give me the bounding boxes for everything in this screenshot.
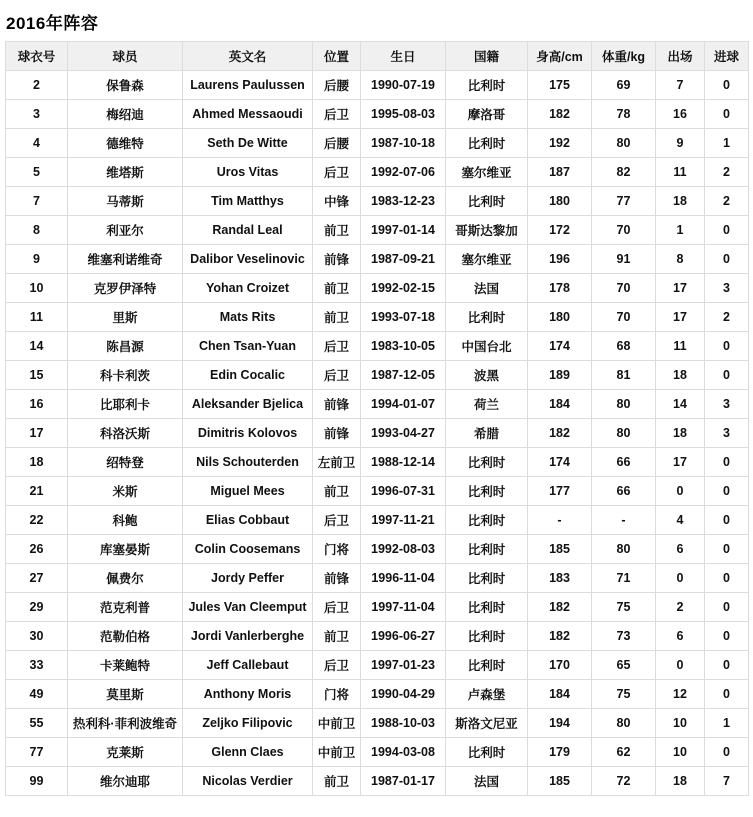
cell-jersey: 18: [6, 448, 68, 477]
cell-position: 中前卫: [313, 709, 361, 738]
cell-nationality: 比利时: [446, 651, 528, 680]
cell-nationality: 比利时: [446, 129, 528, 158]
cell-goals: 0: [705, 332, 749, 361]
cell-weight: 80: [592, 419, 656, 448]
cell-weight: 72: [592, 767, 656, 796]
cell-player: 米斯: [68, 477, 183, 506]
cell-nationality: 比利时: [446, 303, 528, 332]
cell-player: 马蒂斯: [68, 187, 183, 216]
cell-name_en: Dalibor Veselinovic: [183, 245, 313, 274]
table-row: [6, 709, 749, 738]
cell-jersey: 99: [6, 767, 68, 796]
cell-height: 192: [528, 129, 592, 158]
cell-height: 182: [528, 622, 592, 651]
cell-jersey: 7: [6, 187, 68, 216]
cell-appearances: 17: [656, 274, 705, 303]
cell-height: 177: [528, 477, 592, 506]
cell-position: 后卫: [313, 651, 361, 680]
cell-nationality: 比利时: [446, 738, 528, 767]
cell-weight: 80: [592, 390, 656, 419]
cell-height: 183: [528, 564, 592, 593]
cell-appearances: 17: [656, 448, 705, 477]
cell-position: 中前卫: [313, 738, 361, 767]
cell-position: 前卫: [313, 303, 361, 332]
table-header: [6, 42, 749, 71]
cell-weight: -: [592, 506, 656, 535]
cell-appearances: 18: [656, 361, 705, 390]
cell-birthday: 1993-07-18: [361, 303, 446, 332]
column-header-nationality: 国籍: [446, 42, 528, 71]
cell-player: 陈昌源: [68, 332, 183, 361]
cell-position: 前锋: [313, 419, 361, 448]
cell-height: 196: [528, 245, 592, 274]
cell-goals: 2: [705, 158, 749, 187]
cell-jersey: 9: [6, 245, 68, 274]
cell-name_en: Dimitris Kolovos: [183, 419, 313, 448]
cell-nationality: 法国: [446, 274, 528, 303]
header-row: [6, 42, 749, 71]
cell-position: 后卫: [313, 506, 361, 535]
cell-name_en: Tim Matthys: [183, 187, 313, 216]
cell-goals: 0: [705, 593, 749, 622]
cell-name_en: Zeljko Filipovic: [183, 709, 313, 738]
cell-name_en: Randal Leal: [183, 216, 313, 245]
cell-jersey: 2: [6, 71, 68, 100]
cell-jersey: 17: [6, 419, 68, 448]
cell-nationality: 摩洛哥: [446, 100, 528, 129]
cell-position: 前卫: [313, 622, 361, 651]
table-row: [6, 245, 749, 274]
cell-player: 德维特: [68, 129, 183, 158]
cell-height: 174: [528, 448, 592, 477]
cell-birthday: 1997-11-04: [361, 593, 446, 622]
cell-weight: 91: [592, 245, 656, 274]
cell-position: 前卫: [313, 767, 361, 796]
cell-name_en: Chen Tsan-Yuan: [183, 332, 313, 361]
table-row: [6, 100, 749, 129]
cell-name_en: Jordi Vanlerberghe: [183, 622, 313, 651]
cell-birthday: 1996-11-04: [361, 564, 446, 593]
cell-player: 保鲁森: [68, 71, 183, 100]
cell-appearances: 7: [656, 71, 705, 100]
cell-nationality: 卢森堡: [446, 680, 528, 709]
cell-player: 范克利普: [68, 593, 183, 622]
cell-name_en: Aleksander Bjelica: [183, 390, 313, 419]
cell-goals: 7: [705, 767, 749, 796]
cell-birthday: 1997-01-14: [361, 216, 446, 245]
cell-weight: 73: [592, 622, 656, 651]
table-row: [6, 448, 749, 477]
cell-goals: 0: [705, 506, 749, 535]
cell-position: 前卫: [313, 216, 361, 245]
table-row: [6, 419, 749, 448]
cell-height: 182: [528, 100, 592, 129]
cell-weight: 71: [592, 564, 656, 593]
cell-height: 182: [528, 593, 592, 622]
cell-weight: 80: [592, 709, 656, 738]
cell-height: -: [528, 506, 592, 535]
cell-player: 库塞晏斯: [68, 535, 183, 564]
cell-nationality: 比利时: [446, 477, 528, 506]
cell-position: 后卫: [313, 593, 361, 622]
cell-player: 梅绍迪: [68, 100, 183, 129]
cell-height: 189: [528, 361, 592, 390]
cell-position: 前锋: [313, 390, 361, 419]
column-header-weight: 体重/kg: [592, 42, 656, 71]
table-row: [6, 564, 749, 593]
cell-player: 热利科·菲利波维奇: [68, 709, 183, 738]
cell-appearances: 0: [656, 651, 705, 680]
cell-position: 后腰: [313, 129, 361, 158]
column-header-goals: 进球: [705, 42, 749, 71]
cell-height: 180: [528, 303, 592, 332]
page-title: 2016年阵容: [6, 14, 99, 33]
cell-birthday: 1996-06-27: [361, 622, 446, 651]
cell-appearances: 6: [656, 622, 705, 651]
table-row: [6, 535, 749, 564]
cell-nationality: 比利时: [446, 506, 528, 535]
column-header-height: 身高/cm: [528, 42, 592, 71]
cell-position: 后腰: [313, 71, 361, 100]
squad-table: [5, 41, 749, 796]
cell-goals: 0: [705, 535, 749, 564]
cell-weight: 80: [592, 535, 656, 564]
cell-jersey: 30: [6, 622, 68, 651]
cell-weight: 62: [592, 738, 656, 767]
cell-height: 174: [528, 332, 592, 361]
cell-birthday: 1996-07-31: [361, 477, 446, 506]
cell-position: 后卫: [313, 158, 361, 187]
cell-weight: 75: [592, 680, 656, 709]
cell-appearances: 11: [656, 158, 705, 187]
cell-name_en: Colin Coosemans: [183, 535, 313, 564]
cell-nationality: 比利时: [446, 622, 528, 651]
table-row: [6, 622, 749, 651]
cell-player: 维尔迪耶: [68, 767, 183, 796]
cell-nationality: 比利时: [446, 564, 528, 593]
cell-nationality: 希腊: [446, 419, 528, 448]
cell-jersey: 16: [6, 390, 68, 419]
cell-height: 194: [528, 709, 592, 738]
cell-position: 门将: [313, 680, 361, 709]
cell-appearances: 1: [656, 216, 705, 245]
cell-position: 前锋: [313, 564, 361, 593]
column-header-appearances: 出场: [656, 42, 705, 71]
cell-appearances: 6: [656, 535, 705, 564]
cell-weight: 78: [592, 100, 656, 129]
cell-nationality: 比利时: [446, 71, 528, 100]
cell-goals: 0: [705, 245, 749, 274]
cell-nationality: 比利时: [446, 535, 528, 564]
cell-birthday: 1983-10-05: [361, 332, 446, 361]
table-row: [6, 274, 749, 303]
cell-weight: 68: [592, 332, 656, 361]
column-header-position: 位置: [313, 42, 361, 71]
cell-name_en: Elias Cobbaut: [183, 506, 313, 535]
cell-player: 莫里斯: [68, 680, 183, 709]
cell-birthday: 1990-04-29: [361, 680, 446, 709]
cell-position: 后卫: [313, 361, 361, 390]
cell-appearances: 14: [656, 390, 705, 419]
cell-name_en: Glenn Claes: [183, 738, 313, 767]
cell-jersey: 5: [6, 158, 68, 187]
cell-goals: 0: [705, 738, 749, 767]
cell-nationality: 比利时: [446, 593, 528, 622]
cell-name_en: Laurens Paulussen: [183, 71, 313, 100]
cell-player: 绍特登: [68, 448, 183, 477]
cell-goals: 0: [705, 361, 749, 390]
cell-player: 科卡利茨: [68, 361, 183, 390]
cell-weight: 70: [592, 274, 656, 303]
cell-name_en: Nils Schouterden: [183, 448, 313, 477]
squad-table-body: [6, 71, 749, 796]
cell-appearances: 4: [656, 506, 705, 535]
cell-position: 前锋: [313, 245, 361, 274]
cell-height: 185: [528, 535, 592, 564]
cell-nationality: 荷兰: [446, 390, 528, 419]
cell-nationality: 塞尔维亚: [446, 158, 528, 187]
table-row: [6, 361, 749, 390]
column-header-player: 球员: [68, 42, 183, 71]
cell-player: 范勒伯格: [68, 622, 183, 651]
cell-jersey: 49: [6, 680, 68, 709]
cell-goals: 3: [705, 390, 749, 419]
cell-nationality: 斯洛文尼亚: [446, 709, 528, 738]
cell-name_en: Anthony Moris: [183, 680, 313, 709]
cell-player: 比耶利卡: [68, 390, 183, 419]
cell-name_en: Yohan Croizet: [183, 274, 313, 303]
table-row: [6, 187, 749, 216]
cell-weight: 70: [592, 303, 656, 332]
cell-goals: 2: [705, 303, 749, 332]
cell-height: 179: [528, 738, 592, 767]
table-row: [6, 71, 749, 100]
cell-birthday: 1987-09-21: [361, 245, 446, 274]
cell-weight: 80: [592, 129, 656, 158]
cell-player: 里斯: [68, 303, 183, 332]
cell-birthday: 1988-10-03: [361, 709, 446, 738]
cell-jersey: 11: [6, 303, 68, 332]
cell-weight: 66: [592, 477, 656, 506]
cell-birthday: 1987-12-05: [361, 361, 446, 390]
cell-goals: 3: [705, 419, 749, 448]
cell-goals: 0: [705, 448, 749, 477]
cell-height: 184: [528, 390, 592, 419]
cell-jersey: 26: [6, 535, 68, 564]
cell-goals: 0: [705, 622, 749, 651]
cell-nationality: 波黑: [446, 361, 528, 390]
cell-name_en: Uros Vitas: [183, 158, 313, 187]
cell-jersey: 8: [6, 216, 68, 245]
cell-goals: 0: [705, 564, 749, 593]
cell-name_en: Seth De Witte: [183, 129, 313, 158]
cell-goals: 0: [705, 216, 749, 245]
cell-height: 182: [528, 419, 592, 448]
cell-birthday: 1987-01-17: [361, 767, 446, 796]
table-row: [6, 767, 749, 796]
cell-player: 佩费尔: [68, 564, 183, 593]
cell-weight: 65: [592, 651, 656, 680]
cell-goals: 0: [705, 100, 749, 129]
cell-jersey: 21: [6, 477, 68, 506]
cell-nationality: 中国台北: [446, 332, 528, 361]
table-row: [6, 738, 749, 767]
cell-goals: 0: [705, 71, 749, 100]
cell-birthday: 1983-12-23: [361, 187, 446, 216]
cell-jersey: 29: [6, 593, 68, 622]
cell-jersey: 77: [6, 738, 68, 767]
cell-height: 170: [528, 651, 592, 680]
cell-appearances: 16: [656, 100, 705, 129]
cell-birthday: 1997-01-23: [361, 651, 446, 680]
cell-birthday: 1987-10-18: [361, 129, 446, 158]
cell-appearances: 9: [656, 129, 705, 158]
cell-appearances: 10: [656, 709, 705, 738]
cell-birthday: 1993-04-27: [361, 419, 446, 448]
cell-birthday: 1995-08-03: [361, 100, 446, 129]
cell-height: 175: [528, 71, 592, 100]
table-row: [6, 477, 749, 506]
cell-appearances: 18: [656, 187, 705, 216]
cell-goals: 3: [705, 274, 749, 303]
cell-goals: 0: [705, 651, 749, 680]
cell-jersey: 14: [6, 332, 68, 361]
cell-jersey: 33: [6, 651, 68, 680]
cell-height: 180: [528, 187, 592, 216]
cell-weight: 77: [592, 187, 656, 216]
cell-name_en: Ahmed Messaoudi: [183, 100, 313, 129]
cell-jersey: 55: [6, 709, 68, 738]
cell-height: 178: [528, 274, 592, 303]
table-row: [6, 332, 749, 361]
cell-player: 卡莱鲍特: [68, 651, 183, 680]
cell-jersey: 15: [6, 361, 68, 390]
cell-name_en: Nicolas Verdier: [183, 767, 313, 796]
cell-birthday: 1994-01-07: [361, 390, 446, 419]
cell-nationality: 比利时: [446, 187, 528, 216]
table-row: [6, 593, 749, 622]
cell-goals: 1: [705, 129, 749, 158]
table-row: [6, 390, 749, 419]
cell-birthday: 1992-07-06: [361, 158, 446, 187]
cell-height: 172: [528, 216, 592, 245]
cell-nationality: 比利时: [446, 448, 528, 477]
cell-position: 门将: [313, 535, 361, 564]
cell-name_en: Miguel Mees: [183, 477, 313, 506]
table-row: [6, 651, 749, 680]
cell-appearances: 0: [656, 477, 705, 506]
table-row: [6, 216, 749, 245]
cell-position: 中锋: [313, 187, 361, 216]
cell-weight: 70: [592, 216, 656, 245]
cell-weight: 69: [592, 71, 656, 100]
cell-appearances: 18: [656, 767, 705, 796]
cell-appearances: 0: [656, 564, 705, 593]
cell-goals: 0: [705, 477, 749, 506]
cell-name_en: Jeff Callebaut: [183, 651, 313, 680]
cell-player: 利亚尔: [68, 216, 183, 245]
cell-jersey: 3: [6, 100, 68, 129]
table-row: [6, 303, 749, 332]
cell-jersey: 27: [6, 564, 68, 593]
column-header-name-en: 英文名: [183, 42, 313, 71]
column-header-jersey: 球衣号: [6, 42, 68, 71]
cell-name_en: Jordy Peffer: [183, 564, 313, 593]
cell-appearances: 12: [656, 680, 705, 709]
cell-nationality: 塞尔维亚: [446, 245, 528, 274]
cell-weight: 75: [592, 593, 656, 622]
cell-birthday: 1988-12-14: [361, 448, 446, 477]
cell-weight: 82: [592, 158, 656, 187]
cell-position: 前卫: [313, 477, 361, 506]
cell-birthday: 1994-03-08: [361, 738, 446, 767]
cell-player: 科鲍: [68, 506, 183, 535]
cell-height: 185: [528, 767, 592, 796]
cell-nationality: 法国: [446, 767, 528, 796]
cell-weight: 81: [592, 361, 656, 390]
cell-player: 克莱斯: [68, 738, 183, 767]
table-row: [6, 158, 749, 187]
cell-appearances: 11: [656, 332, 705, 361]
cell-birthday: 1992-08-03: [361, 535, 446, 564]
cell-position: 前卫: [313, 274, 361, 303]
cell-birthday: 1990-07-19: [361, 71, 446, 100]
cell-birthday: 1997-11-21: [361, 506, 446, 535]
cell-player: 克罗伊泽特: [68, 274, 183, 303]
table-row: [6, 680, 749, 709]
cell-height: 187: [528, 158, 592, 187]
cell-appearances: 10: [656, 738, 705, 767]
cell-appearances: 17: [656, 303, 705, 332]
cell-position: 左前卫: [313, 448, 361, 477]
cell-jersey: 22: [6, 506, 68, 535]
cell-position: 后卫: [313, 100, 361, 129]
cell-position: 后卫: [313, 332, 361, 361]
cell-goals: 2: [705, 187, 749, 216]
cell-name_en: Mats Rits: [183, 303, 313, 332]
cell-nationality: 哥斯达黎加: [446, 216, 528, 245]
cell-birthday: 1992-02-15: [361, 274, 446, 303]
cell-appearances: 2: [656, 593, 705, 622]
cell-jersey: 10: [6, 274, 68, 303]
table-row: [6, 506, 749, 535]
cell-jersey: 4: [6, 129, 68, 158]
cell-player: 维塞利诺维奇: [68, 245, 183, 274]
cell-weight: 66: [592, 448, 656, 477]
cell-name_en: Jules Van Cleemput: [183, 593, 313, 622]
cell-goals: 0: [705, 680, 749, 709]
table-row: [6, 129, 749, 158]
cell-name_en: Edin Cocalic: [183, 361, 313, 390]
cell-goals: 1: [705, 709, 749, 738]
cell-height: 184: [528, 680, 592, 709]
column-header-birthday: 生日: [361, 42, 446, 71]
cell-player: 科洛沃斯: [68, 419, 183, 448]
cell-player: 维塔斯: [68, 158, 183, 187]
cell-appearances: 8: [656, 245, 705, 274]
cell-appearances: 18: [656, 419, 705, 448]
